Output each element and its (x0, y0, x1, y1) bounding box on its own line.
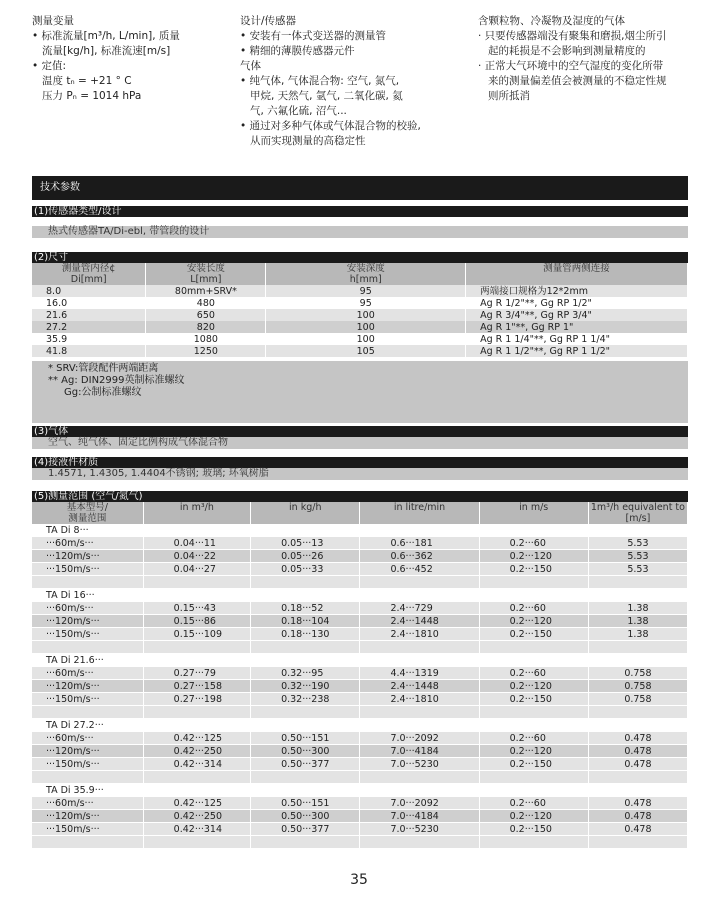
empty-cell (360, 641, 479, 654)
flow-lmin-cell: 7.0···5230 (360, 758, 479, 771)
empty-cell (588, 654, 687, 667)
flow-kgh-cell: 0.50···151 (251, 732, 360, 745)
flow-equivalent-cell: 0.758 (588, 680, 687, 693)
flow-m3h-cell: 0.42···314 (143, 823, 250, 836)
empty-cell (251, 654, 360, 667)
flow-range-cell: ···120m/s··· (32, 745, 143, 758)
size-diameter-cell: 8.0 (32, 285, 146, 297)
section-5-title: (5)测量范围 (空气/氮气) (32, 491, 688, 502)
empty-cell (143, 576, 250, 589)
flow-lmin-cell: 7.0···4184 (360, 745, 479, 758)
design-bullet-2: • 精细的薄膜传感器元件 (240, 45, 355, 57)
flow-header-model: 基本型号/ 测量范围 (32, 502, 143, 524)
page-number: 35 (350, 872, 368, 888)
flow-m3h-cell: 0.27···158 (143, 680, 250, 693)
flow-spacer-row (32, 641, 688, 654)
size-diameter-cell: 21.6 (32, 309, 146, 321)
size-row (32, 285, 688, 297)
gas-line-3: 气, 六氟化硫, 沼气... (250, 105, 347, 117)
empty-cell (588, 784, 687, 797)
empty-cell (479, 784, 588, 797)
empty-cell (588, 641, 687, 654)
flow-lmin-cell: 2.4···1448 (360, 680, 479, 693)
section-1-title: (1)传感器类型/设计 (32, 206, 688, 217)
flow-group-name: TA Di 16··· (32, 589, 143, 602)
flow-equivalent-cell: 0.478 (588, 732, 687, 745)
particles-line-3: · 正常大气环境中的空气湿度的变化所带 (478, 60, 664, 72)
empty-cell (251, 641, 360, 654)
flow-equivalent-cell: 0.478 (588, 810, 687, 823)
flow-lmin-cell: 2.4···729 (360, 602, 479, 615)
empty-cell (479, 836, 588, 849)
design-bullet-1: • 安装有一体式变送器的测量管 (240, 30, 387, 42)
dimensions-table (32, 263, 688, 357)
note-gg: Gg:公制标准螺纹 (64, 387, 142, 398)
size-header-depth: 安装深度 h[mm] (266, 263, 466, 285)
flow-equivalent-cell: 5.53 (588, 550, 687, 563)
size-depth-cell: 95 (266, 285, 466, 297)
intro-measured-variables (32, 14, 232, 104)
flow-ms-cell: 0.2···60 (479, 537, 588, 550)
size-connection-cell: Ag R 1/2"**, Gg RP 1/2" (466, 297, 688, 309)
gas-heading: 气体 (240, 60, 261, 72)
flow-lmin-cell: 2.4···1810 (360, 693, 479, 706)
empty-cell (479, 706, 588, 719)
empty-cell (32, 641, 143, 654)
flow-group-header (32, 784, 688, 797)
flow-m3h-cell: 0.04···22 (143, 550, 250, 563)
section-2-title: (2)尺寸 (32, 252, 688, 263)
flow-range-cell: ···150m/s··· (32, 693, 143, 706)
flow-ms-cell: 0.2···150 (479, 823, 588, 836)
flow-kgh-cell: 0.50···377 (251, 823, 360, 836)
measuring-range-table (32, 502, 688, 849)
flow-ms-cell: 0.2···60 (479, 797, 588, 810)
empty-cell (143, 836, 250, 849)
flow-lmin-cell: 0.6···452 (360, 563, 479, 576)
flow-equivalent-cell: 0.478 (588, 745, 687, 758)
size-row (32, 321, 688, 333)
empty-cell (143, 524, 250, 537)
gas-line-1: • 纯气体, 气体混合物: 空气, 氮气, (240, 75, 400, 87)
flow-equivalent-cell: 0.758 (588, 667, 687, 680)
empty-cell (588, 589, 687, 602)
flow-m3h-cell: 0.42···314 (143, 758, 250, 771)
flow-lmin-cell: 7.0···2092 (360, 732, 479, 745)
empty-cell (251, 589, 360, 602)
intro-design-sensor (240, 14, 460, 149)
flow-spacer-row (32, 771, 688, 784)
size-row (32, 297, 688, 309)
design-heading: 设计/传感器 (240, 15, 297, 27)
size-length-cell: 1250 (146, 345, 266, 357)
flow-row (32, 563, 688, 576)
size-connection-cell: Ag R 3/4"**, Gg RP 3/4" (466, 309, 688, 321)
flow-equivalent-cell: 5.53 (588, 563, 687, 576)
flow-m3h-cell: 0.15···86 (143, 615, 250, 628)
flow-header-lmin: in litre/min (360, 502, 479, 524)
empty-cell (479, 524, 588, 537)
flow-range-cell: ···150m/s··· (32, 758, 143, 771)
flow-m3h-cell: 0.15···43 (143, 602, 250, 615)
size-row (32, 345, 688, 357)
flow-lmin-cell: 7.0···4184 (360, 810, 479, 823)
size-depth-cell: 100 (266, 309, 466, 321)
size-row (32, 333, 688, 345)
flow-kgh-cell: 0.32···190 (251, 680, 360, 693)
empty-cell (32, 576, 143, 589)
empty-cell (588, 719, 687, 732)
empty-cell (360, 576, 479, 589)
empty-cell (360, 589, 479, 602)
size-length-cell: 1080 (146, 333, 266, 345)
flow-row (32, 667, 688, 680)
section-1-text: 热式传感器TA/Di-ebl, 带管段的设计 (32, 226, 688, 238)
flow-range-cell: ···120m/s··· (32, 810, 143, 823)
flow-lmin-cell: 7.0···5230 (360, 823, 479, 836)
flow-kgh-cell: 0.50···300 (251, 745, 360, 758)
flow-range-cell: ···60m/s··· (32, 797, 143, 810)
reference-values-label: • 定值: (32, 60, 67, 72)
flow-group-header (32, 524, 688, 537)
empty-cell (143, 589, 250, 602)
flow-m3h-cell: 0.42···125 (143, 797, 250, 810)
gas-line-5: 从而实现测量的高稳定性 (250, 135, 366, 147)
empty-cell (251, 771, 360, 784)
empty-cell (32, 771, 143, 784)
empty-cell (588, 524, 687, 537)
empty-cell (143, 771, 250, 784)
flow-range-cell: ···150m/s··· (32, 628, 143, 641)
flow-equivalent-cell: 5.53 (588, 537, 687, 550)
size-length-cell: 480 (146, 297, 266, 309)
flow-row (32, 732, 688, 745)
flow-m3h-cell: 0.42···250 (143, 745, 250, 758)
reference-pressure: 压力 Pₙ = 1014 hPa (42, 90, 142, 102)
flow-group-name: TA Di 27.2··· (32, 719, 143, 732)
flow-group-header (32, 589, 688, 602)
note-ag: ** Ag: DIN2999英制标准螺纹 (48, 375, 185, 386)
flow-group-name: TA Di 35.9··· (32, 784, 143, 797)
measured-variables-heading: 测量变量 (32, 15, 74, 27)
flow-spacer-row (32, 576, 688, 589)
particles-line-2: 起的耗损是不会影响到测量精度的 (488, 45, 646, 57)
particles-line-4: 来的测量偏差值会被测量的不稳定性规 (488, 75, 667, 87)
flow-range-cell: ···60m/s··· (32, 667, 143, 680)
flow-ms-cell: 0.2···150 (479, 693, 588, 706)
empty-cell (251, 784, 360, 797)
flow-ms-cell: 0.2···60 (479, 602, 588, 615)
note-srv: * SRV:管段配件两端距离 (48, 363, 159, 374)
empty-cell (143, 784, 250, 797)
dimension-notes (32, 361, 688, 423)
flow-group-name: TA Di 8··· (32, 524, 143, 537)
empty-cell (588, 771, 687, 784)
flow-range-cell: ···60m/s··· (32, 537, 143, 550)
empty-cell (360, 784, 479, 797)
empty-cell (588, 576, 687, 589)
flow-header-m3h: in m³/h (143, 502, 250, 524)
size-header-connection: 测量管两侧连接 (466, 263, 688, 285)
size-connection-cell: Ag R 1"**, Gg RP 1" (466, 321, 688, 333)
size-depth-cell: 105 (266, 345, 466, 357)
flow-kgh-cell: 0.50···300 (251, 810, 360, 823)
size-diameter-cell: 35.9 (32, 333, 146, 345)
flow-kgh-cell: 0.50···151 (251, 797, 360, 810)
gas-line-4: • 通过对多种气体或气体混合物的校验, (240, 120, 421, 132)
reference-temperature: 温度 tₙ = +21 ° C (42, 75, 132, 87)
gas-line-2: 甲烷, 天然气, 氩气, 二氧化碳, 氦 (250, 90, 403, 102)
particles-heading: 含颗粒物、冷凝物及湿度的气体 (478, 15, 625, 27)
flow-ms-cell: 0.2···60 (479, 667, 588, 680)
size-connection-cell: Ag R 1 1/2"**, Gg RP 1 1/2" (466, 345, 688, 357)
flow-m3h-cell: 0.15···109 (143, 628, 250, 641)
flow-kgh-cell: 0.05···13 (251, 537, 360, 550)
empty-cell (360, 524, 479, 537)
flow-row (32, 615, 688, 628)
flow-m3h-cell: 0.27···198 (143, 693, 250, 706)
flow-row (32, 680, 688, 693)
empty-cell (479, 576, 588, 589)
flow-ms-cell: 0.2···150 (479, 563, 588, 576)
flow-kgh-cell: 0.32···238 (251, 693, 360, 706)
size-row (32, 309, 688, 321)
flow-kgh-cell: 0.50···377 (251, 758, 360, 771)
section-4-title: (4)接液件材质 (32, 457, 688, 468)
flow-range-cell: ···120m/s··· (32, 680, 143, 693)
flow-m3h-cell: 0.27···79 (143, 667, 250, 680)
size-diameter-cell: 16.0 (32, 297, 146, 309)
flow-ms-cell: 0.2···120 (479, 550, 588, 563)
particles-line-1: · 只要传感器端没有聚集和磨损,烟尘所引 (478, 30, 667, 42)
size-length-cell: 820 (146, 321, 266, 333)
flow-kgh-cell: 0.18···52 (251, 602, 360, 615)
flow-m3h-cell: 0.42···125 (143, 732, 250, 745)
flow-range-cell: ···60m/s··· (32, 602, 143, 615)
size-depth-cell: 95 (266, 297, 466, 309)
flow-header-ms: in m/s (479, 502, 588, 524)
section-3-text: 空气、纯气体、固定比例构成气体混合物 (32, 437, 688, 449)
empty-cell (479, 719, 588, 732)
flow-row (32, 550, 688, 563)
flow-ms-cell: 0.2···120 (479, 745, 588, 758)
flow-ms-cell: 0.2···120 (479, 680, 588, 693)
flow-group-header (32, 719, 688, 732)
flow-range-cell: ···120m/s··· (32, 615, 143, 628)
flow-range-cell: ···150m/s··· (32, 563, 143, 576)
empty-cell (479, 589, 588, 602)
flow-ms-cell: 0.2···120 (479, 810, 588, 823)
flow-group-name: TA Di 21.6··· (32, 654, 143, 667)
empty-cell (143, 706, 250, 719)
flow-row (32, 797, 688, 810)
empty-cell (479, 771, 588, 784)
empty-cell (588, 706, 687, 719)
empty-cell (143, 719, 250, 732)
empty-cell (360, 836, 479, 849)
empty-cell (360, 719, 479, 732)
flow-equivalent-cell: 1.38 (588, 628, 687, 641)
size-length-cell: 650 (146, 309, 266, 321)
size-diameter-cell: 27.2 (32, 321, 146, 333)
flow-lmin-cell: 7.0···2092 (360, 797, 479, 810)
size-depth-cell: 100 (266, 333, 466, 345)
flow-lmin-cell: 0.6···181 (360, 537, 479, 550)
section-3-title: (3)气体 (32, 426, 688, 437)
flow-ms-cell: 0.2···150 (479, 758, 588, 771)
flow-range-cell: ···150m/s··· (32, 823, 143, 836)
flow-ms-cell: 0.2···60 (479, 732, 588, 745)
empty-cell (360, 771, 479, 784)
particles-line-5: 则所抵消 (488, 90, 530, 102)
flow-row (32, 758, 688, 771)
flow-range-cell: ···120m/s··· (32, 550, 143, 563)
empty-cell (251, 706, 360, 719)
flow-row (32, 628, 688, 641)
tech-params-header: 技术参数 (32, 176, 688, 200)
flow-equivalent-cell: 0.478 (588, 797, 687, 810)
flow-equivalent-cell: 0.478 (588, 758, 687, 771)
size-header-length: 安装长度 L[mm] (146, 263, 266, 285)
empty-cell (251, 524, 360, 537)
flow-header-equivalent: 1m³/h equivalent to [m/s] (588, 502, 687, 524)
intro-particles-humidity (478, 14, 688, 104)
flow-kgh-cell: 0.05···33 (251, 563, 360, 576)
empty-cell (143, 641, 250, 654)
flow-kgh-cell: 0.18···130 (251, 628, 360, 641)
flow-equivalent-cell: 1.38 (588, 602, 687, 615)
flow-equivalent-cell: 0.478 (588, 823, 687, 836)
flow-m3h-cell: 0.42···250 (143, 810, 250, 823)
empty-cell (251, 576, 360, 589)
size-diameter-cell: 41.8 (32, 345, 146, 357)
empty-cell (143, 654, 250, 667)
empty-cell (32, 836, 143, 849)
size-header-diameter: 测量管内径¢ Di[mm] (32, 263, 146, 285)
empty-cell (360, 706, 479, 719)
flow-spacer-row (32, 706, 688, 719)
empty-cell (251, 836, 360, 849)
flow-kgh-cell: 0.32···95 (251, 667, 360, 680)
flow-group-header (32, 654, 688, 667)
flow-units-line2: 流量[kg/h], 标准流速[m/s] (42, 45, 171, 57)
flow-kgh-cell: 0.05···26 (251, 550, 360, 563)
size-length-cell: 80mm+SRV* (146, 285, 266, 297)
size-depth-cell: 100 (266, 321, 466, 333)
flow-lmin-cell: 0.6···362 (360, 550, 479, 563)
empty-cell (479, 654, 588, 667)
flow-lmin-cell: 2.4···1810 (360, 628, 479, 641)
flow-row (32, 823, 688, 836)
empty-cell (32, 706, 143, 719)
size-connection-cell: Ag R 1 1/4"**, Gg RP 1 1/4" (466, 333, 688, 345)
flow-header-kgh: in kg/h (251, 502, 360, 524)
flow-lmin-cell: 4.4···1319 (360, 667, 479, 680)
flow-row (32, 810, 688, 823)
empty-cell (251, 719, 360, 732)
flow-row (32, 745, 688, 758)
flow-row (32, 693, 688, 706)
empty-cell (588, 836, 687, 849)
flow-ms-cell: 0.2···120 (479, 615, 588, 628)
flow-spacer-row (32, 836, 688, 849)
size-connection-cell: 两端接口规格为12*2mm (466, 285, 688, 297)
section-4-text: 1.4571, 1.4305, 1.4404不锈钢; 玻璃; 环氧树脂 (32, 468, 688, 480)
flow-m3h-cell: 0.04···27 (143, 563, 250, 576)
flow-lmin-cell: 2.4···1448 (360, 615, 479, 628)
flow-equivalent-cell: 1.38 (588, 615, 687, 628)
flow-row (32, 537, 688, 550)
empty-cell (479, 641, 588, 654)
flow-row (32, 602, 688, 615)
flow-range-cell: ···60m/s··· (32, 732, 143, 745)
flow-m3h-cell: 0.04···11 (143, 537, 250, 550)
flow-kgh-cell: 0.18···104 (251, 615, 360, 628)
empty-cell (360, 654, 479, 667)
flow-units-line1: • 标准流量[m³/h, L/min], 质量 (32, 30, 180, 42)
flow-equivalent-cell: 0.758 (588, 693, 687, 706)
flow-ms-cell: 0.2···150 (479, 628, 588, 641)
